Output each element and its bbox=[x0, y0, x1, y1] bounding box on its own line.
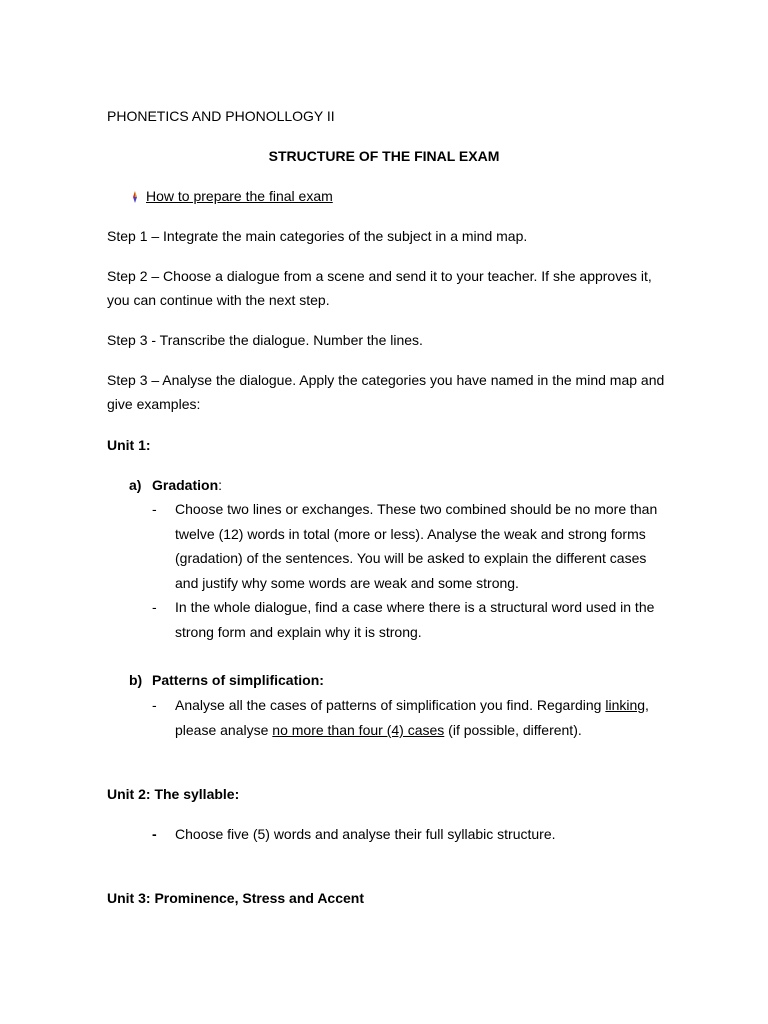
gradation-title: Gradation bbox=[152, 477, 219, 493]
gradation-bullet-1-line-2: twelve (12) words in total (more or less). Analyse the weak and strong forms bbox=[175, 526, 646, 542]
dash-bullet: - bbox=[152, 697, 157, 713]
step-3-transcribe: Step 3 - Transcribe the dialogue. Number the lines. bbox=[107, 332, 423, 348]
unit-2-title: Unit 2: The syllable bbox=[107, 786, 235, 802]
simplification-line-1 bbox=[175, 697, 649, 714]
gradation-bullet-1-line-3: (gradation) of the sentences. You will be asked to explain the different cases bbox=[175, 550, 647, 566]
step-3-analyse: Step 3 – Analyse the dialogue. Apply the categories you have named in the mind map and bbox=[107, 372, 665, 388]
simplification-title: Patterns of simplification bbox=[152, 672, 320, 688]
prep-heading: How to prepare the final exam bbox=[146, 188, 333, 204]
item-a-heading bbox=[152, 477, 222, 494]
gradation-bullet-1-line-4: and justify why some words are weak and some strong. bbox=[175, 575, 519, 591]
step-1: Step 1 – Integrate the main categories of the subject in a mind map. bbox=[107, 228, 528, 244]
dash-bullet: - bbox=[152, 501, 157, 517]
exam-title: STRUCTURE OF THE FINAL EXAM bbox=[268, 148, 500, 164]
dash-bullet: - bbox=[152, 826, 157, 842]
four-cases-underlined: no more than four (4) cases bbox=[272, 722, 445, 738]
gradation-bullet-1-line-1: Choose two lines or exchanges. These two combined should be no more than bbox=[175, 501, 658, 517]
simplification-line-2-text: please analyse bbox=[175, 722, 273, 738]
gradation-bullet-2-line-2: strong form and explain why it is strong. bbox=[175, 624, 422, 640]
linking-underlined: linking bbox=[605, 697, 646, 713]
simplification-line-2 bbox=[175, 722, 582, 739]
step-2: Step 2 – Choose a dialogue from a scene and send it to your teacher. If she approves it, bbox=[107, 268, 652, 284]
simplification-line-1-comma: , bbox=[645, 697, 649, 713]
unit-3-heading: Unit 3: Prominence, Stress and Accent bbox=[107, 890, 364, 906]
step-2-cont: you can continue with the next step. bbox=[107, 292, 330, 308]
diamond-bullet-icon bbox=[129, 191, 141, 203]
simplification-line-2-end: (if possible, different). bbox=[444, 722, 582, 738]
gradation-bullet-2-line-1: In the whole dialogue, find a case where there is a structural word used in the bbox=[175, 599, 655, 615]
item-b-heading bbox=[152, 672, 324, 689]
unit-1-heading: Unit 1: bbox=[107, 437, 151, 453]
step-3-analyse-cont: give examples: bbox=[107, 396, 201, 412]
dash-bullet: - bbox=[152, 599, 157, 615]
simplification-colon: : bbox=[319, 672, 324, 688]
gradation-colon: : bbox=[218, 477, 223, 493]
item-b-marker: b) bbox=[129, 672, 143, 688]
item-a-marker: a) bbox=[129, 477, 142, 493]
syllable-bullet: Choose five (5) words and analyse their full syllabic structure. bbox=[175, 826, 556, 842]
course-title: PHONETICS AND PHONOLLOGY II bbox=[107, 108, 335, 124]
unit-2-colon: : bbox=[234, 786, 240, 802]
simplification-line-1-text: Analyse all the cases of patterns of simplification you find. Regarding bbox=[175, 697, 606, 713]
unit-2-heading bbox=[107, 786, 239, 803]
